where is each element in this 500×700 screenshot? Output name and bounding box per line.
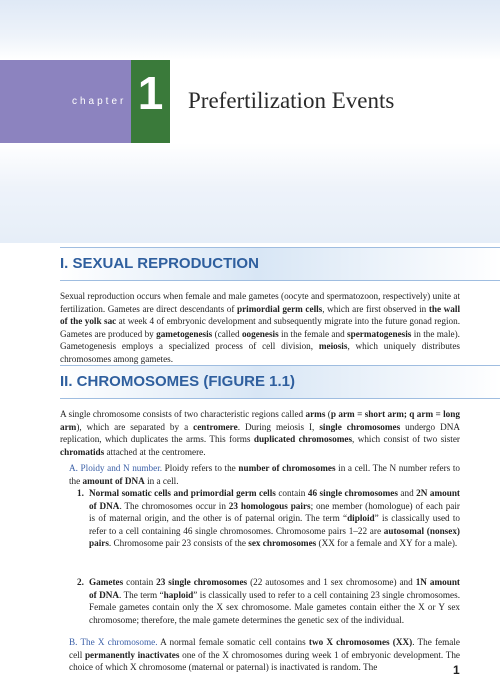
bold-term: number of chromosomes: [238, 463, 336, 473]
bold-term: duplicated chromosomes: [253, 434, 353, 445]
bold-term: meiosis: [318, 341, 348, 352]
text-run: ” is classically used to refer to a cell containing 46 single chromosomes. Chromosome pairs 1–22 are: [89, 513, 461, 536]
text-run: ; one member (homologue) of each pair is of maternal origin, and the other is of paternal origin. The term “: [89, 500, 460, 524]
text-run: in the female and: [278, 328, 348, 339]
numbered-item-2-text: [89, 577, 460, 625]
bold-term: permanently inactivates: [84, 649, 180, 660]
text-run: , which consist of two sister: [352, 434, 460, 445]
text-run: . Chromosome pair 23 consists of the: [108, 538, 249, 549]
bold-term: diploid: [347, 513, 375, 524]
section-heading-1-text: I. SEXUAL REPRODUCTION: [60, 255, 259, 272]
text-run: undergo DNA replication, which duplicates the arms. This forms: [60, 421, 460, 445]
bold-term: 23 homologous pairs: [228, 500, 311, 511]
text-run: ), which are separated by a: [76, 421, 194, 432]
subsection-label: B. The X chromosome.: [69, 637, 161, 647]
bold-term: centromere: [193, 421, 238, 432]
section-heading-2-text: II. CHROMOSOMES (FIGURE 1.1): [60, 373, 296, 390]
text-run: contain: [275, 488, 308, 498]
bold-term: autosomal (nonsex) pairs: [89, 525, 460, 549]
bold-term: chromatids: [60, 446, 105, 457]
text-run: A single chromosome consists of two characteristic regions called: [60, 409, 306, 419]
text-run: , which uniquely distributes chromosomes among gametes.: [60, 341, 460, 364]
bold-term: gametogenesis: [156, 328, 213, 339]
x-chromosome-item: [69, 636, 460, 674]
chapter-title: Prefertilization Events: [188, 88, 395, 113]
text-run: . During meiosis I,: [237, 421, 320, 432]
bold-term: primordial germ cells: [236, 303, 323, 314]
text-run: one of the X chromosomes during week 1 of embryonic development. The choice of which X chromosome (maternal or paternal) is inactivated is random. The: [69, 649, 460, 673]
bold-term: amount of DNA: [82, 475, 145, 486]
text-run: (XX for a female and XY for a male).: [316, 538, 458, 549]
bold-term: p arm = short arm; q arm = long arm: [60, 409, 460, 432]
numbered-item-2: [77, 576, 460, 626]
bold-term: 23 single chromosomes: [156, 577, 248, 587]
text-run: at week 4 of embryonic development and subsequently migrate into the future gonad region. Gametes are produced by: [60, 316, 461, 339]
text-run: (: [325, 409, 331, 419]
section-heading-2: [60, 365, 500, 399]
bold-term: 2N amount of DNA: [89, 488, 460, 511]
section-heading-1: [60, 247, 500, 281]
chapter-number: 1: [137, 67, 164, 119]
chromosomes-intro-paragraph: [60, 408, 460, 458]
bold-term: 1N amount of DNA: [89, 577, 460, 600]
text-run: Ploidy refers to the: [164, 463, 239, 473]
text-run: contain: [123, 577, 157, 587]
text-run: , which are first observed in: [322, 303, 429, 314]
item-number-2: 2.: [77, 577, 84, 587]
bold-term: arms: [305, 409, 326, 419]
chapter-word: chapter: [72, 96, 127, 107]
text-run: Sexual reproduction occurs when female and male gametes (oocyte and spermatozoon, respectively) unite at fertilization. Gametes are direct descendants of: [60, 291, 460, 314]
text-run: A normal female somatic cell contains: [160, 637, 309, 647]
bold-term: Normal somatic cells and primordial germ cells: [89, 488, 276, 498]
text-run: (called: [212, 328, 242, 339]
text-run: (22 autosomes and 1 sex chromosome) and: [247, 577, 416, 587]
ploidy-item: [69, 462, 460, 487]
text-run: attached at the centromere.: [104, 446, 206, 457]
chapter-banner: [0, 60, 500, 143]
bold-term: haploid: [163, 589, 194, 600]
text-run: in a cell. The N number refers to the: [69, 463, 461, 486]
text-run: and: [397, 488, 417, 498]
section-gradient: [0, 143, 500, 243]
text-run: . The chromosomes occur in: [119, 500, 229, 511]
text-run: . The term “: [119, 589, 164, 600]
chapter-label-block: [0, 60, 131, 143]
bold-term: spermatogenesis: [347, 328, 412, 339]
text-run: in a cell.: [144, 475, 179, 486]
bold-term: two X chromosomes (XX): [308, 637, 413, 647]
header-gradient: [0, 0, 500, 60]
subsection-label: A. Ploidy and N number.: [69, 463, 165, 473]
bold-term: the wall of the yolk sac: [60, 303, 460, 327]
numbered-item-1: [77, 487, 461, 550]
sexual-reproduction-paragraph: [60, 290, 460, 366]
bold-term: single chromosomes: [319, 421, 401, 432]
text-run: in the male). Gametogenesis employs a specialized process of cell division,: [60, 328, 460, 352]
numbered-item-1-text: [89, 488, 460, 548]
text-run: . The female cell: [69, 637, 460, 660]
page-number: 1: [453, 663, 460, 677]
bold-term: oogenesis: [241, 328, 279, 339]
bold-term: 46 single chromosomes: [307, 488, 398, 498]
text-run: ” is classically used to refer to a cell containing 23 single chromosomes. Female gametes contain only the X sex chromosome. Male gametes contain either the X or Y sex chromosome; therefore, the male gamete determines the genetic sex of the individual.: [89, 589, 460, 625]
bold-term: Gametes: [89, 577, 124, 587]
bold-term: sex chromosomes: [248, 538, 317, 549]
item-number-1: 1.: [77, 488, 84, 498]
